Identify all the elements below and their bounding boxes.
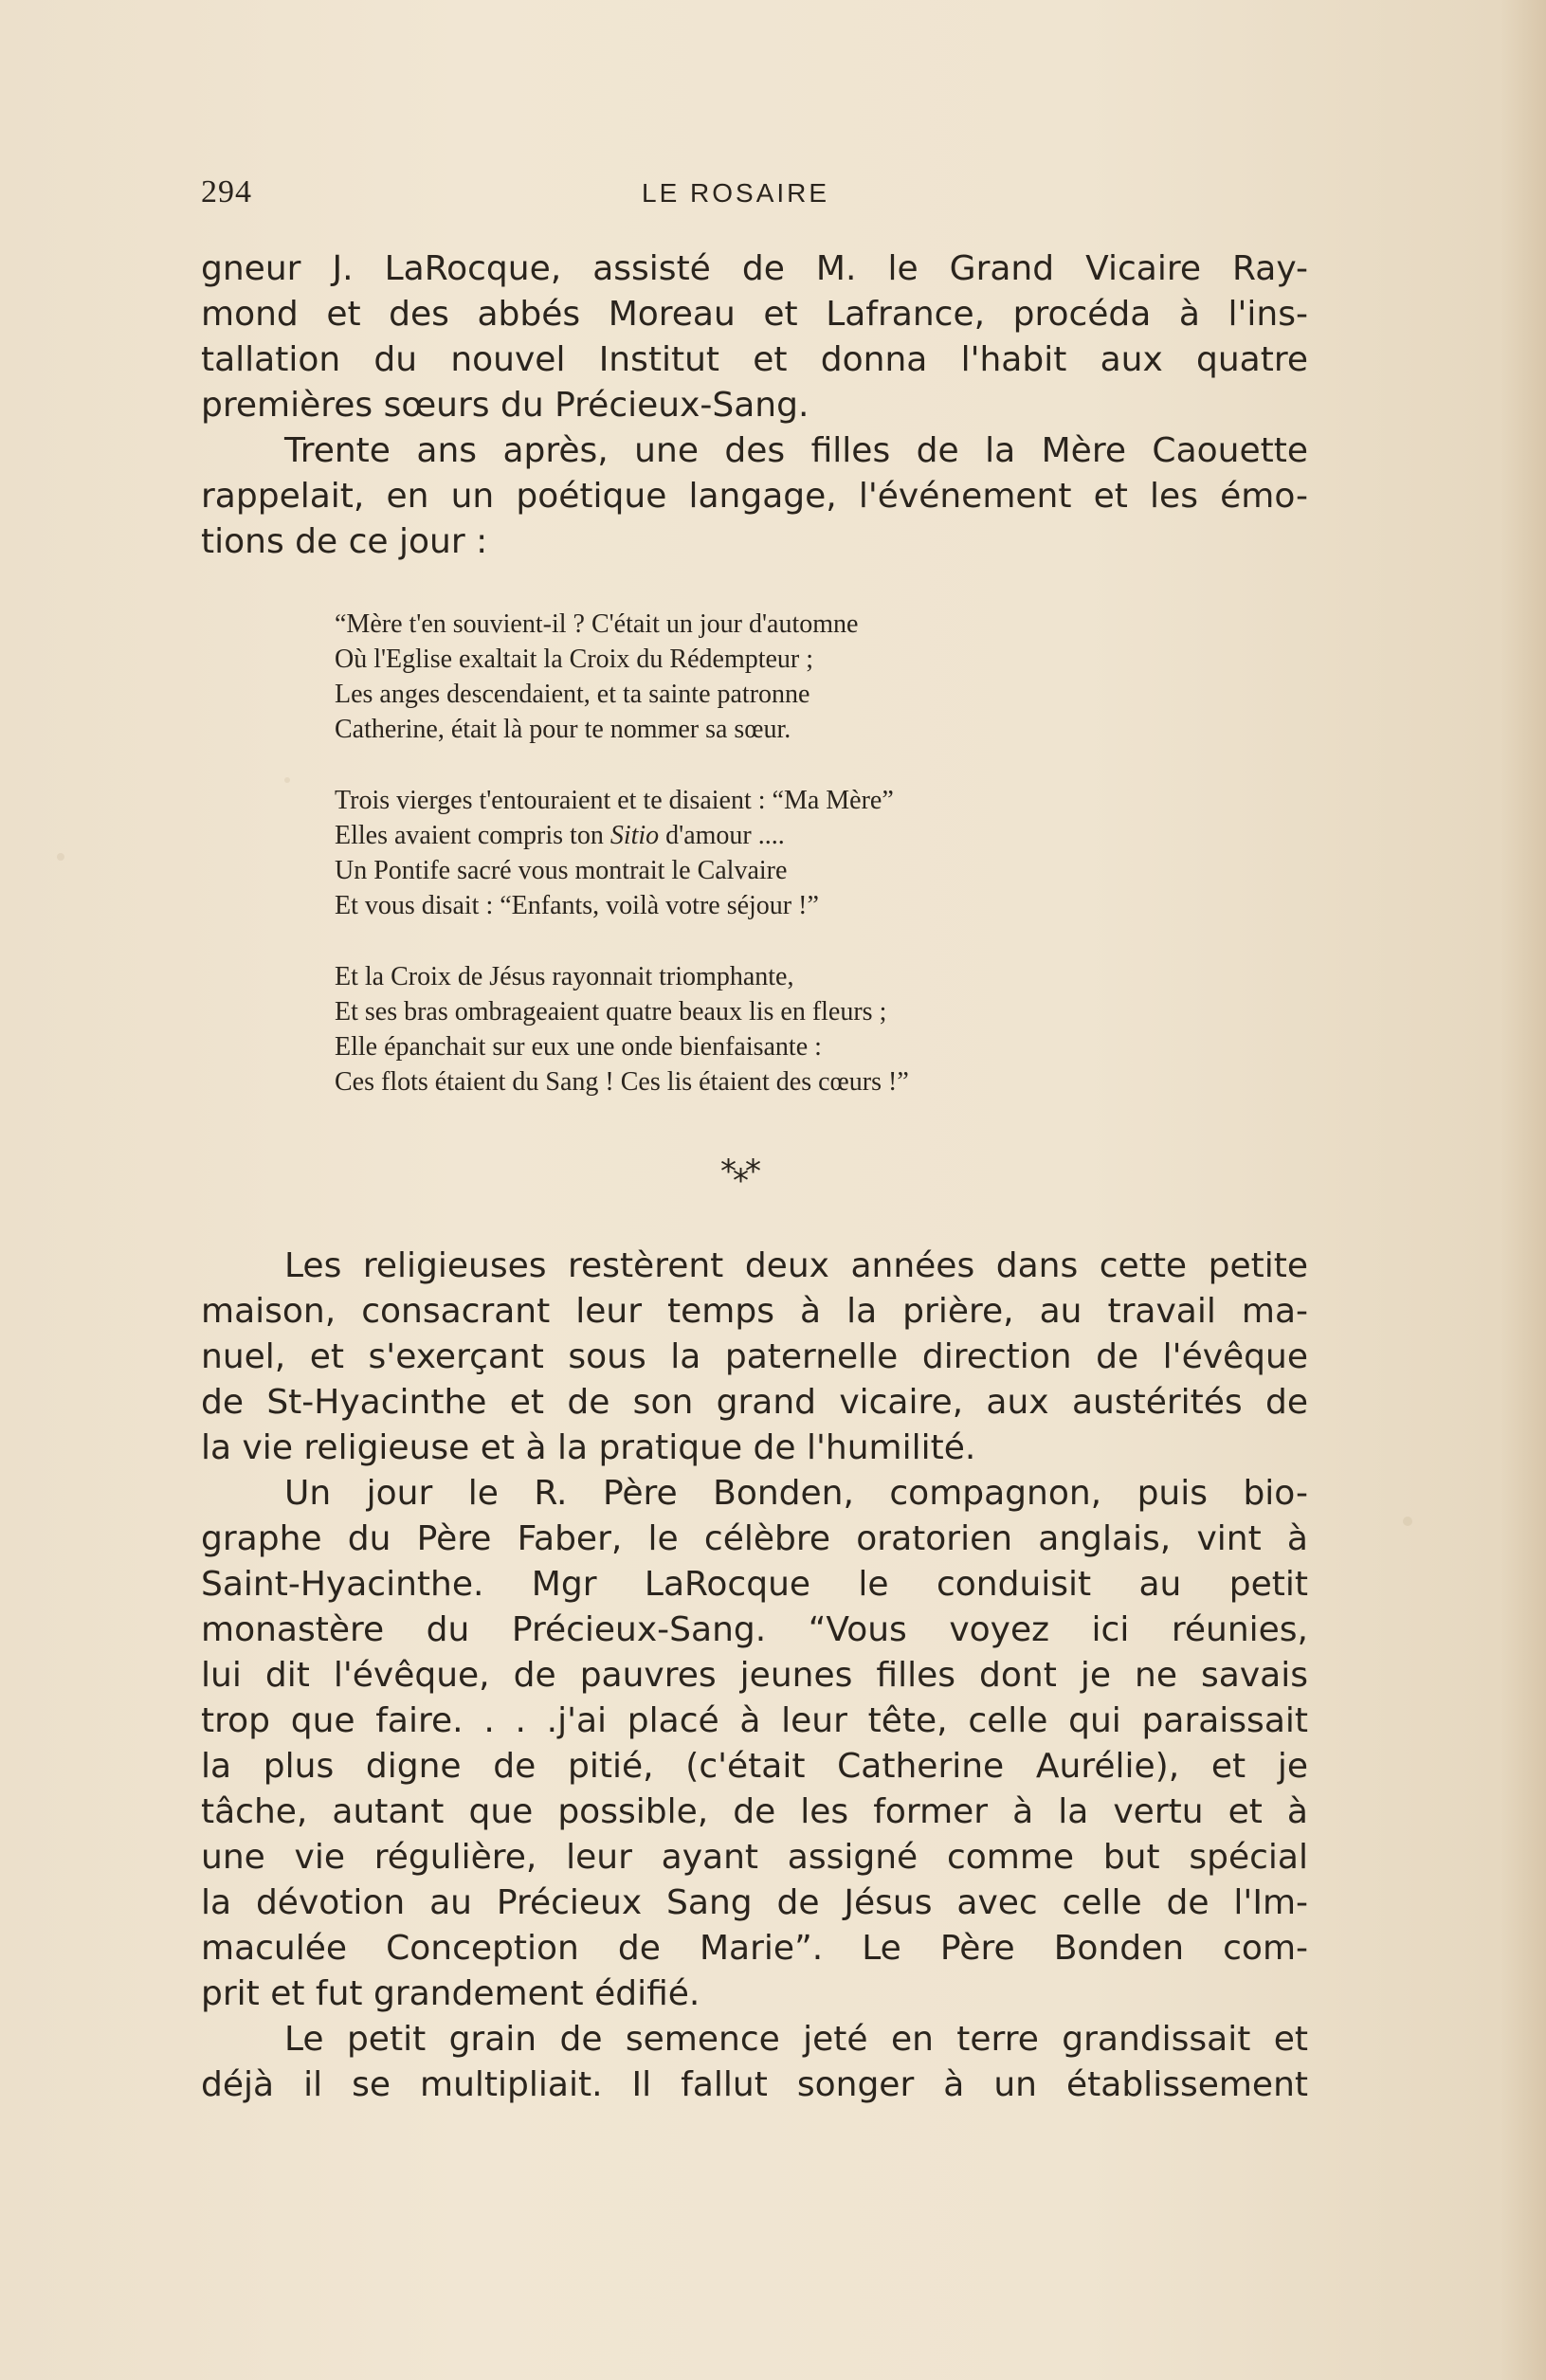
text-line: nuel, et s'exerçant sous la paternelle direction de l'évêque [201,1337,1308,1376]
poem-line: Et vous disait : “Enfants, voilà votre séjour !” [335,891,819,920]
poem-line: Où l'Eglise exaltait la Croix du Rédempteur ; [335,645,814,674]
text-line: la dévotion au Précieux Sang de Jésus avec celle de l'Im- [201,1883,1308,1922]
text-line: Le petit grain de semence jeté en terre grandissait et [284,2020,1308,2059]
poem-italic-word: Sitio [609,821,660,850]
poem-line [335,818,1188,853]
text-line: lui dit l'évêque, de pauvres jeunes filles dont je ne savais [201,1656,1308,1695]
poem-stanza-1 [335,607,1188,747]
text-line: premières sœurs du Précieux-Sang. [201,386,809,425]
poem-stanza-3 [335,959,1188,1099]
text-line: maculée Conception de Marie”. Le Père Bonden com- [201,1929,1308,1968]
poem-stanza-2 [335,783,1188,923]
asterisk-icon: * [720,1153,733,1190]
text-line: la vie religieuse et à la pratique de l'humilité. [201,1428,976,1467]
poem-line: Un Pontife sacré vous montrait le Calvaire [335,856,788,885]
paper-speck [1403,1517,1412,1526]
paper-speck [57,853,64,861]
poem-text: Elles avaient compris ton [335,821,610,850]
page-number: 294 [201,174,252,209]
text-line: tallation du nouvel Institut et donna l'habit aux quatre [201,340,1308,379]
text-line: une vie régulière, leur ayant assigné comme but spécial [201,1838,1308,1877]
text-line: tâche, autant que possible, de les former à la vertu et à [201,1792,1308,1831]
text-line: Trente ans après, une des filles de la Mère Caouette [284,431,1308,470]
poem-text: d'amour .... [659,821,785,850]
asterisk-icon: * [745,1153,757,1190]
text-line: mond et des abbés Moreau et Lafrance, procéda à l'ins- [201,295,1308,334]
text-line: trop que faire. . . .j'ai placé à leur tête, celle qui paraissait [201,1701,1308,1740]
text-line: prit et fut grandement édifié. [201,1974,700,2013]
running-title: LE ROSAIRE [642,178,830,208]
poem-line: Et la Croix de Jésus rayonnait triomphante, [335,962,794,991]
text-line: Saint-Hyacinthe. Mgr LaRocque le conduisit au petit [201,1565,1308,1604]
section-separator [720,1153,757,1200]
text-line: Les religieuses restèrent deux années dans cette petite [284,1246,1308,1285]
asterisk-icon: * [733,1162,745,1200]
text-line: maison, consacrant leur temps à la prière, au travail ma- [201,1292,1308,1331]
text-line: tions de ce jour : [201,522,488,561]
poem-line: Elle épanchait sur eux une onde bienfaisante : [335,1032,822,1062]
text-line: la plus digne de pitié, (c'était Catherine Aurélie), et je [201,1747,1308,1786]
page-header [201,174,1308,222]
poem-line: Catherine, était là pour te nommer sa sœur. [335,715,791,744]
text-line: Un jour le R. Père Bonden, compagnon, puis bio- [284,1474,1308,1513]
text-line: graphe du Père Faber, le célèbre oratorien anglais, vint à [201,1519,1308,1558]
poem-line: Et ses bras ombrageaient quatre beaux lis en fleurs ; [335,997,887,1026]
text-line: monastère du Précieux-Sang. “Vous voyez ici réunies, [201,1610,1308,1649]
text-line: gneur J. LaRocque, assisté de M. le Grand Vicaire Ray- [201,249,1308,288]
poem-line: “Mère t'en souvient-il ? C'était un jour d'automne [335,609,859,639]
poem-line: Trois vierges t'entouraient et te disaient : “Ma Mère” [335,786,894,815]
poem-line: Ces flots étaient du Sang ! Ces lis étaient des cœurs !” [335,1067,909,1097]
paper-speck [284,777,290,783]
text-line: rappelait, en un poétique langage, l'événement et les émo- [201,477,1308,516]
text-line: de St-Hyacinthe et de son grand vicaire, aux austérités de [201,1383,1308,1422]
text-line: déjà il se multipliait. Il fallut songer à un établissement [201,2065,1308,2104]
poem-line: Les anges descendaient, et ta sainte patronne [335,680,810,709]
